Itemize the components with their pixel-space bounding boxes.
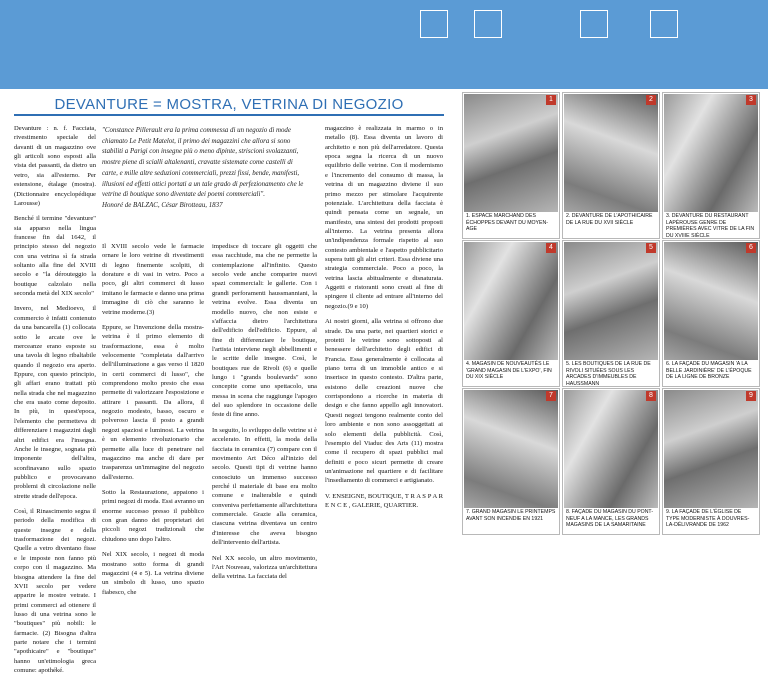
image-card-2 (562, 92, 660, 239)
quote-text: "Constance Pillerault era la prima commessa di un negozio di mode chiamato Le Petit Matelot, il primo dei magazzini che allora si sono stabiliti a Parigi con insegne più o meno dipinte, striscioni svolazzanti, mostre piene di scialli altalenanti, cravatte sistemate come castelli di carte, e mille altre seduzioni commerciali, prezzi fissi, bende, manifesti, illusioni ed effetti ottici portati a un tale grado di perfezionamento che le vetrine di boutique sono diventate dei poemi commerciali". (102, 127, 304, 199)
definition-paragraph: Devanture : n. f. Facciata, rivestimento speciale del davanti di un magazzino ove gli articoli sono esposti alla vista dei passanti, da dietro un vetro, sia all'esterno. Per estensione, étalage (mostra). (Dictionnaire encyclopédique Larousse) (14, 125, 96, 207)
photo (564, 390, 658, 508)
image-card-1 (462, 92, 560, 239)
decor-square (420, 10, 448, 38)
paragraph: Benché il termine "devanture" sia apparso nella lingua francese fin dal 1642, il principio stesso del negozio con una vetrina sì fa strada soltanto alla fine del XVIII secolo e "la dérouteggio la boutique calzolaio nella seconda metà del XIX secolo" (14, 215, 96, 298)
page-title: DEVANTURE = MOSTRA, VETRINA DI NEGOZIO (54, 96, 404, 113)
image-card-4 (462, 240, 560, 387)
image-caption: 9. LA FAÇADE DE L'ÉGLISE DE TYPE MODERNISTE À DOUVRES-LA-DÉLIVRANDE DE 1962 (666, 509, 750, 528)
image-caption: 8. FAÇADE DU MAGASIN DU PONT-NEUF A LA MANCE, LES GRANDS MAGASINS DE LA SAMARITAINE (566, 509, 654, 528)
photo (664, 94, 758, 212)
text-column-3 (212, 242, 317, 588)
paragraph: Così, il Rinascimento segna il periodo della modifica di queste insegne e della trasformazione dei negozi. Quelle a vetro diventano fisse e le imposte non fanno più corpo con il magazzino. Ma bisogna attendere la fine del XVII secolo per vedere apparire le mostre vetrate. I primi commerci ad ottenere il lusso di una vetrina sono le "boutiques" più nobili: le farmacie. (2) Bisogna d'altra parte notare che i termini "apothicaire" e "boutique" hanno un'etimologia greca comune: apothéké. (14, 508, 96, 675)
photo (664, 390, 758, 508)
paragraph: Il XVIII secolo vede le farmacie ornare le loro vetrine di rivestimenti di legno finemente scolpiti, di dorature e di vasi in vetro. Poco a poco, gli altri commerci di lusso imitano le farmacie e danno una prima immagine di ciò che saranno le vetrine moderne.(3) (102, 243, 204, 316)
decor-square (474, 10, 502, 38)
image-card-3 (662, 92, 760, 239)
image-number: 8 (646, 391, 656, 401)
photo (464, 94, 558, 212)
image-number: 4 (546, 243, 556, 253)
decor-square (650, 10, 678, 38)
photo (564, 94, 658, 212)
text-column-1 (14, 124, 96, 681)
image-card-9 (662, 388, 760, 535)
paragraph: magazzino è realizzata in marmo o in metallo (8). Essa diventa un lavoro di architetto e non più dell'arredatore. Questa epoca segna la ricerca di un nuovo equilibrio delle vetrine. Con il modernismo e l'incremento del consumo di massa, la vetrina di un magazzino diviene il suo primo mezzo per stimolare l'acquirente potenziale. L'architettura della facciata è quindi pensata come un segnale, un manifesto, una sintesi dei prodotti proposti all'interno. La vetrina presenta allora un'indipendenza formale rispetto al suo contesto ambientale e l'aspetto pubblicitario supera tutti gli altri criteri. Essa diviene una strategia commerciale. Poco a poco, la vetrina lascia abitualmente e disnaturata. Aggetti e ristoranti sono creati al fine di spingere il cliente ad entrare all'interno del negozio.(9 e 10) (325, 125, 443, 310)
balzac-quote (102, 126, 307, 212)
text-column-2 (102, 242, 204, 603)
photo (464, 390, 558, 508)
decor-square (580, 10, 608, 38)
quote-author: Honoré de BALZAC, César Birotteau, 1837 (102, 201, 223, 209)
image-card-7 (462, 388, 560, 535)
photo (664, 242, 758, 360)
paragraph: Invero, nel Medioevo, il commercio è infatti contenuto da una bancarella (1) collocata sotto le arcate ove le merceanze erano esposte su una tavola di legno ribaltabile quando il negozio era aperto. Eppure, con questo principio, gli affari erano trattati più nella strada che nel magazzino che era usato come deposito. In più, in quest'epoca, l'elemento che permetteva di differenziare i magazzini dagli altri edifici era l'insegna. Anche le insegne, sognata più imponente dell'altra, sconfinavano sullo spazio pubblico e provocavano problemi di circolazione nelle strette strade dell'epoca. (14, 305, 96, 500)
paragraph: Eppure, se l'invenzione della mostra-vetrina è il primo elemento di trasformazione, essa è molto velocemente "completata dall'arrivo dell'illuminazione a gas verso il 1820 in certi commerci di lusso", che comprendono molto presto che essa permette di valorizzare l'esposizione e attirare i passanti. Da allora, il negozio modesto, basso, oscuro e polveroso lascia il posto a grandi negozi spaziosi e luminosi. La vetrina è un elemento rivoluzionario che permette alla luce di penetrare nel magazzino ma anche di dare per trasparenza un'immagine del negozio dall'esterno. (102, 323, 204, 481)
image-number: 5 (646, 243, 656, 253)
image-card-6 (662, 240, 760, 387)
image-card-8 (562, 388, 660, 535)
photo (564, 242, 658, 360)
text-column-4 (325, 124, 443, 516)
image-number: 1 (546, 95, 556, 105)
image-grid (462, 92, 760, 536)
image-card-5 (562, 240, 660, 387)
title-divider (14, 114, 444, 116)
photo (464, 242, 558, 360)
paragraph: Ai nostri giorni, alla vetrina si offrono due strade. Da una parte, nei quartieri storici e protetti le vetrine sono sottoposti al benessere dell'architetto degli edifici di Francia. Essa generalmente è collocata al piano terra di un immobile antico e si inserisce in questo contesto. D'altra parte, esistono delle creazioni nuove che corrispondono a ricerche in materia di design e che fanno appello agli innovatori. Questi negozi tengono realmente conto del loro ambiente e non sono assoggettati ai solo elementi della pubblicità. Così, l'esempio del Viaduc des Arts (11) mostra come il recupero di spazi pubblici mal definiti e poco sicuri permette di creare un'animazione nel quartiere e di facilitare l'insediamento di commerci e artigianato. (325, 318, 443, 485)
header-banner (0, 0, 768, 89)
paragraph: Nel XIX secolo, i negozi di moda mostrano sotto forma di grandi magazzini (4 e 5). La vetrina diviene un simbolo di lusso, uno spazio fiabesco, che (102, 551, 204, 596)
image-caption: 5. LES BOUTIQUES DE LA RUE DE RIVOLI SITUÉES SOUS LES ARCADES D'IMMEUBLES DE HAUSSMANN (566, 361, 651, 387)
image-caption: 3. DEVANTURE DU RESTAURANT LAPÉROUSE GENRE DE PREMIÈRES AVEC VITRE DE LA FIN DU XVIIIE SIÈCLE (666, 213, 755, 239)
image-number: 3 (746, 95, 756, 105)
image-caption: 6. LA FAÇADE DU MAGASIN 'A LA BELLE JARDINIÈRE' DE L'ÉPOQUE DE LA LIGNE DE BRONZE (666, 361, 752, 380)
image-number: 2 (646, 95, 656, 105)
paragraph: impedisce di toccare gli oggetti che essa racchiude, ma che ne permette la contemplazione all'infinito. Questo secolo vede anche comparire nuovi spazi commerciali: le gallerie. Con i grandi perforamenti haussmanniani, la vetrina evolve. Essa diventa un modello nuovo, che non esiste e s'affaccia dietro l'architettura dell'edificio dell'edificio. Eppure, al fine di differenziare le boutique, l'artista interviene negli abbellimenti e le scritte delle insegne. Così, le boutiques rue de Rivoli (6) e quelle lungo i "grands boulevards" sono concepite come uno spettacolo, una messa in scena che raggiunge l'apogeo del suo splendore in occasione delle feste di fine anno. (212, 243, 317, 419)
image-caption: 7. GRAND MAGASIN LE PRINTEMPS AVANT SON INCENDIE EN 1921 (466, 509, 556, 522)
see-also: V. ENSEIGNE, BOUTIQUE, T R A S P A R E N C E , GALERIE, QUARTIER. (325, 492, 443, 510)
image-caption: 4. MAGASIN DE NOUVEAUTÉS LE 'GRAND MAGASIN DE L'EXPO', FIN DU XIX SIÈCLE (466, 361, 552, 380)
paragraph: Sotto la Restaurazione, appaiono i primi negozi di moda. Essi avranno un enorme successo presso il pubblico con gran danno dei proprietari dei piccoli negozi tradizionali che chiudono uno dopo l'altro. (102, 488, 205, 543)
paragraph: In seguito, lo sviluppo delle vetrine si è accelerato. In effetti, la moda della facciata in ceramica (7) compare con il movimento Art Déco all'inizio del secolo. Questi tipi di vetrine hanno conosciuto un immenso successo perché il materiale di base era molto comune e inalterabile e quindi conveniva perfettamente all'architettura commerciale. Grazie alla ceramica, ciascuna vetrina diventava un centro d'interesse che aveva bisogno dell'intervento dell'artista. (212, 426, 317, 547)
image-caption: 1. ESPACE MARCHAND DES ÉCHOPPES DEVANT DU MOYEN-AGE (466, 213, 548, 232)
paragraph: Nel XX secolo, un altro movimento, l'Art Nouveau, valorizza un'architettura della vetrina. La facciata del (212, 554, 317, 581)
image-caption: 2. DEVANTURE DE L'APOTHICAIRE DE LA RUE DU XVII SIÈCLE (566, 213, 653, 226)
image-number: 9 (746, 391, 756, 401)
image-number: 7 (546, 391, 556, 401)
image-number: 6 (746, 243, 756, 253)
